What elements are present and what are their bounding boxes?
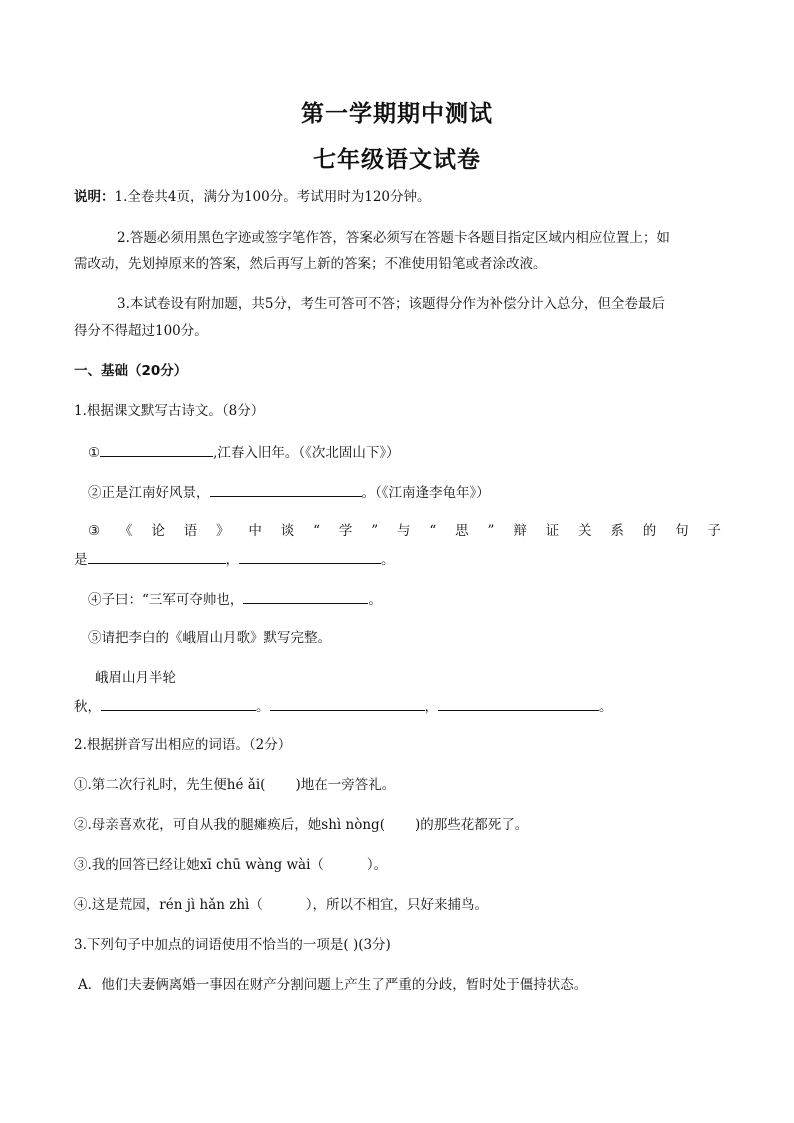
notes-item-1 xyxy=(74,187,794,207)
q2-d-pinyin: rén jì hǎn zhì xyxy=(159,897,250,913)
q2-c-suffix: 。 xyxy=(373,857,388,873)
q1-b-prefix: ②正是江南好风景， xyxy=(88,485,210,501)
q1-c-char: ③ xyxy=(88,523,101,539)
notes-item-2-line-1: 2.答题必须用黑色字迹或签字笔作答，答案必须写在答题卡各题目指定区域内相应位置上；如 xyxy=(117,230,670,246)
q1-item-b xyxy=(88,481,794,503)
q1-c-blank-2[interactable] xyxy=(239,548,381,564)
q2-d-answer-paren[interactable]: （ ） xyxy=(249,897,313,913)
q2-b-suffix: 的那些花都死了。 xyxy=(420,817,529,833)
q1-c-char: 中 xyxy=(248,523,262,539)
q1-c-blank-1[interactable] xyxy=(88,548,226,564)
exam-title: 第一学期期中测试 xyxy=(301,101,493,127)
q1-c-char: 关 xyxy=(577,523,592,539)
q1-stem: 1.根据课文默写古诗文。（8分） xyxy=(74,403,265,419)
q1-c-char: 谈 xyxy=(280,523,295,539)
q2-c-pinyin: xī chū wàng wài xyxy=(199,857,311,873)
q1-c-end: 。 xyxy=(381,552,395,568)
q1-item-e: ⑤请把李白的《峨眉山月歌》默写完整。 xyxy=(88,630,331,646)
q2-c-answer-paren[interactable]: （ ） xyxy=(310,857,374,873)
q1-c-char: “ xyxy=(313,523,321,539)
q2-a-suffix: 地在一旁答礼。 xyxy=(300,777,396,793)
q2-c-prefix: ③.我的回答已经让她 xyxy=(74,857,200,873)
q2-a-pinyin: hé ǎi xyxy=(226,777,261,793)
poem-sep-1: 。 xyxy=(256,699,270,715)
poem-blank-3[interactable] xyxy=(438,695,599,711)
q1-c-char: 子 xyxy=(707,523,721,539)
q1-a-prefix: ① xyxy=(88,445,101,461)
q1-b-suffix: 。（《江南逢李龟年》） xyxy=(361,485,490,501)
q1-c-char: 辩 xyxy=(513,523,527,539)
notes-item-1-text: 1.全卷共4页，满分为100分。考试用时为120分钟。 xyxy=(114,189,431,205)
q1-c-char: 学 xyxy=(338,523,353,539)
q1-c-line2-prefix: 是 xyxy=(74,552,88,568)
q2-item-c xyxy=(74,855,794,875)
notes-item-3-line-2: 得分不得超过100分。 xyxy=(74,323,208,339)
q1-c-char: 系 xyxy=(610,523,624,539)
q1-d-blank[interactable] xyxy=(243,588,368,604)
q1-c-char: 》 xyxy=(216,523,230,539)
notes-item-2-line-2: 需改动，先划掉原来的答案，然后再写上新的答案；不准使用铅笔或者涂改液。 xyxy=(74,256,547,272)
q2-d-suffix: ，所以不相宜，只好来捕鸟。 xyxy=(312,897,489,913)
q1-item-c-line-1 xyxy=(88,521,721,541)
poem-blank-2[interactable] xyxy=(270,695,425,711)
q1-c-char: 语 xyxy=(183,523,198,539)
q2-item-d xyxy=(74,895,794,915)
poem-line-2 xyxy=(74,695,794,717)
q2-stem: 2.根据拼音写出相应的词语。（2分） xyxy=(74,737,292,753)
q1-b-blank[interactable] xyxy=(210,481,362,497)
exam-subtitle: 七年级语文试卷 xyxy=(313,147,481,173)
q1-c-char: 与 xyxy=(397,523,411,539)
q3-option-a: A．他们夫妻俩离婚一事因在财产分割问题上产生了严重的分歧，暂时处于僵持状态。 xyxy=(78,977,588,993)
q1-c-char: 的 xyxy=(642,523,657,539)
q1-a-blank[interactable] xyxy=(100,441,213,457)
notes-label: 说明： xyxy=(74,189,115,205)
q1-item-c-line-2 xyxy=(74,548,794,570)
q1-item-d xyxy=(88,588,794,610)
q2-b-answer-paren[interactable]: ( ) xyxy=(379,817,421,833)
q1-c-sep: ， xyxy=(225,552,239,568)
q1-d-suffix: 。 xyxy=(368,592,382,608)
q1-d-prefix: ④子曰：“三军可夺帅也， xyxy=(88,592,244,608)
poem-line-1: 峨眉山月半轮 xyxy=(95,670,176,686)
q1-c-char: 句 xyxy=(675,523,689,539)
q1-item-a xyxy=(88,441,794,463)
q3-stem: 3.下列句子中加点的词语使用不恰当的一项是( )(3分) xyxy=(74,937,391,953)
q2-item-a xyxy=(74,775,794,795)
q2-b-prefix: ②.母亲喜欢花，可自从我的腿瘫痪后，她 xyxy=(74,817,322,833)
poem-line-2-prefix: 秋， xyxy=(74,699,101,715)
q1-c-char: 思 xyxy=(455,523,469,539)
poem-blank-1[interactable] xyxy=(101,695,256,711)
q1-a-suffix: ,江春入旧年。（《次北固山下》） xyxy=(213,445,400,461)
q2-a-answer-paren[interactable]: ( ) xyxy=(260,777,301,793)
poem-sep-2: ， xyxy=(424,699,438,715)
section-heading: 一、基础（20分） xyxy=(74,363,188,379)
q2-b-pinyin: shì nòng xyxy=(321,817,380,833)
poem-end: 。 xyxy=(599,699,613,715)
q2-d-prefix: ④.这是荒园， xyxy=(74,897,160,913)
q1-c-char: 证 xyxy=(545,523,560,539)
q1-c-char: “ xyxy=(429,523,437,539)
q1-c-char: ” xyxy=(487,523,495,539)
q2-a-prefix: ①.第二次行礼时，先生便 xyxy=(74,777,227,793)
q2-item-b xyxy=(74,815,794,835)
q1-c-char: 论 xyxy=(151,523,165,539)
q1-c-char: 《 xyxy=(118,523,133,539)
notes-item-3-line-1: 3.本试卷设有附加题，共5分，考生可答可不答；该题得分作为补偿分计入总分，但全卷最后 xyxy=(117,296,665,312)
q1-c-char: ” xyxy=(371,523,379,539)
